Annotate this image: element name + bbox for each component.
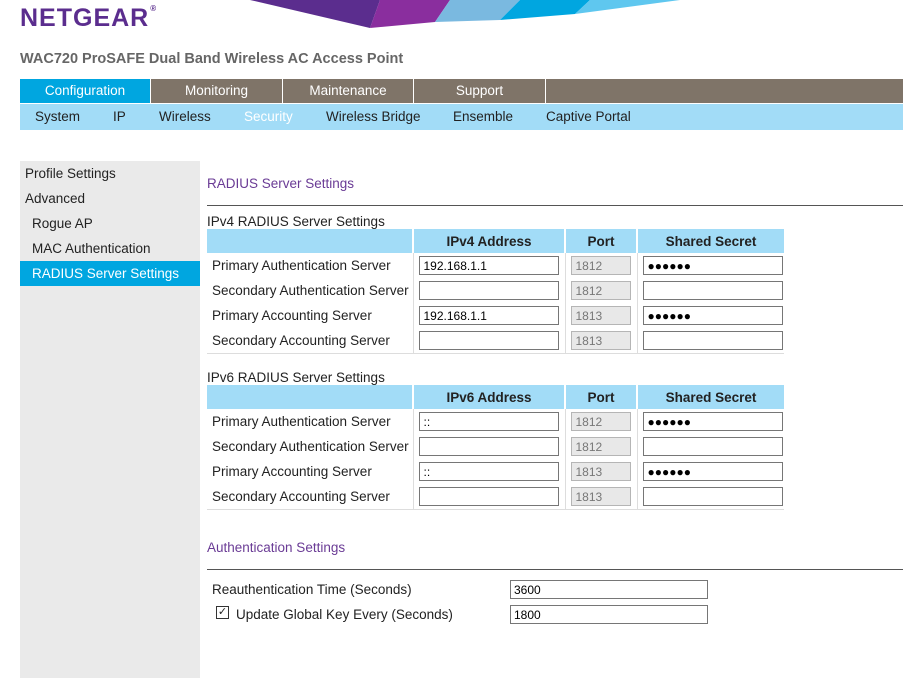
tab-support[interactable]: Support xyxy=(414,79,546,103)
shared-secret-input[interactable] xyxy=(643,256,783,275)
port-input xyxy=(571,487,631,506)
table-header-address: IPv6 Address xyxy=(413,385,565,409)
port-input xyxy=(571,331,631,350)
ipv4-title: IPv4 RADIUS Server Settings xyxy=(207,214,385,229)
subtab-wireless[interactable]: Wireless xyxy=(159,109,211,124)
sidebar-item-mac-authentication[interactable]: MAC Authentication xyxy=(32,241,151,256)
shared-secret-input[interactable] xyxy=(643,281,783,300)
tab-configuration[interactable]: Configuration xyxy=(20,79,151,103)
shared-secret-input[interactable] xyxy=(643,487,783,506)
table-row xyxy=(207,409,784,434)
ipv4-address-input[interactable] xyxy=(419,306,559,325)
section-divider xyxy=(207,205,903,206)
table-row xyxy=(207,303,784,328)
main-tab-bar xyxy=(20,79,903,103)
ipv6-radius-table xyxy=(207,385,784,510)
shared-secret-input[interactable] xyxy=(643,412,783,431)
port-input xyxy=(571,412,631,431)
table-row xyxy=(207,253,784,278)
table-header-address: IPv4 Address xyxy=(413,229,565,253)
ipv6-address-input[interactable] xyxy=(419,462,559,481)
ipv6-address-input[interactable] xyxy=(419,487,559,506)
port-input xyxy=(571,462,631,481)
sidebar-item-rogue-ap[interactable]: Rogue AP xyxy=(32,216,93,231)
sidebar-item-radius-server-settings[interactable]: RADIUS Server Settings xyxy=(20,261,200,286)
table-row xyxy=(207,434,784,459)
section-divider xyxy=(207,569,903,570)
table-header-blank xyxy=(207,229,413,253)
sub-tab-bar xyxy=(20,104,903,130)
ipv4-radius-table xyxy=(207,229,784,354)
port-input xyxy=(571,437,631,456)
header-banner-graphic xyxy=(250,0,680,30)
sidebar-item-profile-settings[interactable]: Profile Settings xyxy=(25,166,116,181)
row-label: Secondary Authentication Server xyxy=(212,439,409,454)
auth-section-title: Authentication Settings xyxy=(207,540,346,555)
ipv6-address-input[interactable] xyxy=(419,412,559,431)
shared-secret-input[interactable] xyxy=(643,462,783,481)
table-header-blank xyxy=(207,385,413,409)
port-input xyxy=(571,281,631,300)
table-row xyxy=(207,278,784,303)
shared-secret-input[interactable] xyxy=(643,306,783,325)
ipv6-title: IPv6 RADIUS Server Settings xyxy=(207,370,385,385)
table-row xyxy=(207,328,784,354)
row-label: Secondary Accounting Server xyxy=(207,484,413,510)
ipv6-address-input[interactable] xyxy=(419,437,559,456)
tab-maintenance[interactable]: Maintenance xyxy=(283,79,414,103)
ipv4-address-input[interactable] xyxy=(419,256,559,275)
port-input xyxy=(571,306,631,325)
table-header-secret: Shared Secret xyxy=(637,229,784,253)
subtab-wireless-bridge[interactable]: Wireless Bridge xyxy=(326,109,421,124)
radius-section-title: RADIUS Server Settings xyxy=(207,176,355,191)
row-label: Secondary Authentication Server xyxy=(212,283,409,298)
port-input xyxy=(571,256,631,275)
global-key-checkbox[interactable]: ✓ xyxy=(217,606,228,618)
ipv4-address-input[interactable] xyxy=(419,281,559,300)
tab-monitoring[interactable]: Monitoring xyxy=(151,79,283,103)
global-key-input[interactable] xyxy=(510,605,708,624)
row-label: Primary Accounting Server xyxy=(212,464,372,479)
product-title: WAC720 ProSAFE Dual Band Wireless AC Access Point xyxy=(20,51,404,67)
subtab-system[interactable]: System xyxy=(35,109,81,124)
row-label: Primary Authentication Server xyxy=(212,258,391,273)
table-header-port: Port xyxy=(565,229,637,253)
table-row xyxy=(207,459,784,484)
table-header-secret: Shared Secret xyxy=(637,385,784,409)
subtab-security[interactable]: Security xyxy=(244,109,293,124)
subtab-ip[interactable]: IP xyxy=(113,109,126,124)
shared-secret-input[interactable] xyxy=(643,437,783,456)
row-label: Primary Authentication Server xyxy=(212,414,391,429)
sidebar-item-advanced[interactable]: Advanced xyxy=(25,191,86,206)
global-key-label: Update Global Key Every (Seconds) xyxy=(236,607,453,622)
shared-secret-input[interactable] xyxy=(643,331,783,350)
sidebar xyxy=(20,161,200,678)
subtab-captive-portal[interactable]: Captive Portal xyxy=(546,109,631,124)
subtab-ensemble[interactable]: Ensemble xyxy=(453,109,514,124)
row-label: Primary Accounting Server xyxy=(212,308,372,323)
ipv4-address-input[interactable] xyxy=(419,331,559,350)
table-row xyxy=(207,484,784,510)
table-header-port: Port xyxy=(565,385,637,409)
reauth-time-label: Reauthentication Time (Seconds) xyxy=(212,582,412,597)
netgear-logo: NETGEAR® xyxy=(20,4,158,32)
reauth-time-input[interactable] xyxy=(510,580,708,599)
row-label: Secondary Accounting Server xyxy=(207,328,413,354)
